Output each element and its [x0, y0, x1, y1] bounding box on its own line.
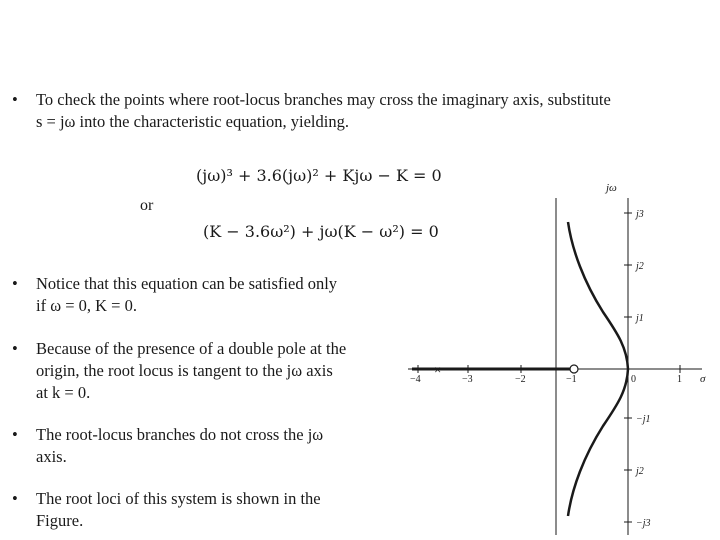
x-tick-label: 1 [677, 374, 682, 385]
bullet-symbol: • [12, 425, 18, 444]
y-tick-label: j2 [636, 261, 644, 272]
x-tick-label: 0 [631, 374, 636, 385]
bullet-symbol: • [12, 489, 18, 508]
bullet-4-line-2: axis. [36, 447, 67, 466]
bullet-5-line-1: The root loci of this system is shown in the [36, 489, 321, 508]
x-tick-label: −1 [566, 374, 577, 385]
y-tick-label: −j1 [636, 414, 651, 425]
bullet-4-line-1: The root-locus branches do not cross the jω [36, 425, 324, 444]
y-tick-label: j1 [636, 313, 644, 324]
bullet-3-line-2: origin, the root locus is tangent to the jω axis [36, 361, 333, 380]
bullet-symbol: • [12, 90, 18, 109]
bullet-symbol: • [12, 339, 18, 358]
bullet-3-line-3: at k = 0. [36, 383, 91, 402]
zero-marker [570, 365, 578, 373]
x-tick-label: −2 [515, 374, 526, 385]
bullet-2-line-2: if ω = 0, K = 0. [36, 296, 137, 315]
bullet-2-line-1: Notice that this equation can be satisfied only [36, 274, 338, 293]
y-tick-label: j2 [636, 466, 644, 477]
bullet-1-line-1: To check the points where root-locus branches may cross the imaginary axis, substitute [36, 90, 611, 109]
imag-axis-label: jω [606, 182, 617, 194]
bullet-3-line-1: Because of the presence of a double pole at the [36, 339, 347, 358]
bullet-symbol: • [12, 274, 18, 293]
real-axis-label: σ [700, 373, 706, 385]
x-tick-label: −4 [410, 374, 421, 385]
bullet-5-line-2: Figure. [36, 511, 84, 530]
locus-upper-branch [568, 222, 628, 369]
pole-marker: × [434, 362, 442, 377]
y-tick-label: j3 [636, 209, 644, 220]
y-tick-label: −j3 [636, 518, 651, 529]
or-label: or [140, 197, 154, 214]
x-tick-label: −3 [462, 374, 473, 385]
equation-1: (jω)³ + 3.6(jω)² + Kjω − K = 0 [196, 166, 442, 185]
locus-lower-branch [568, 369, 628, 516]
equation-2: (K − 3.6ω²) + jω(K − ω²) = 0 [203, 222, 439, 241]
bullet-1-line-2: s = jω into the characteristic equation, yielding. [36, 112, 349, 131]
